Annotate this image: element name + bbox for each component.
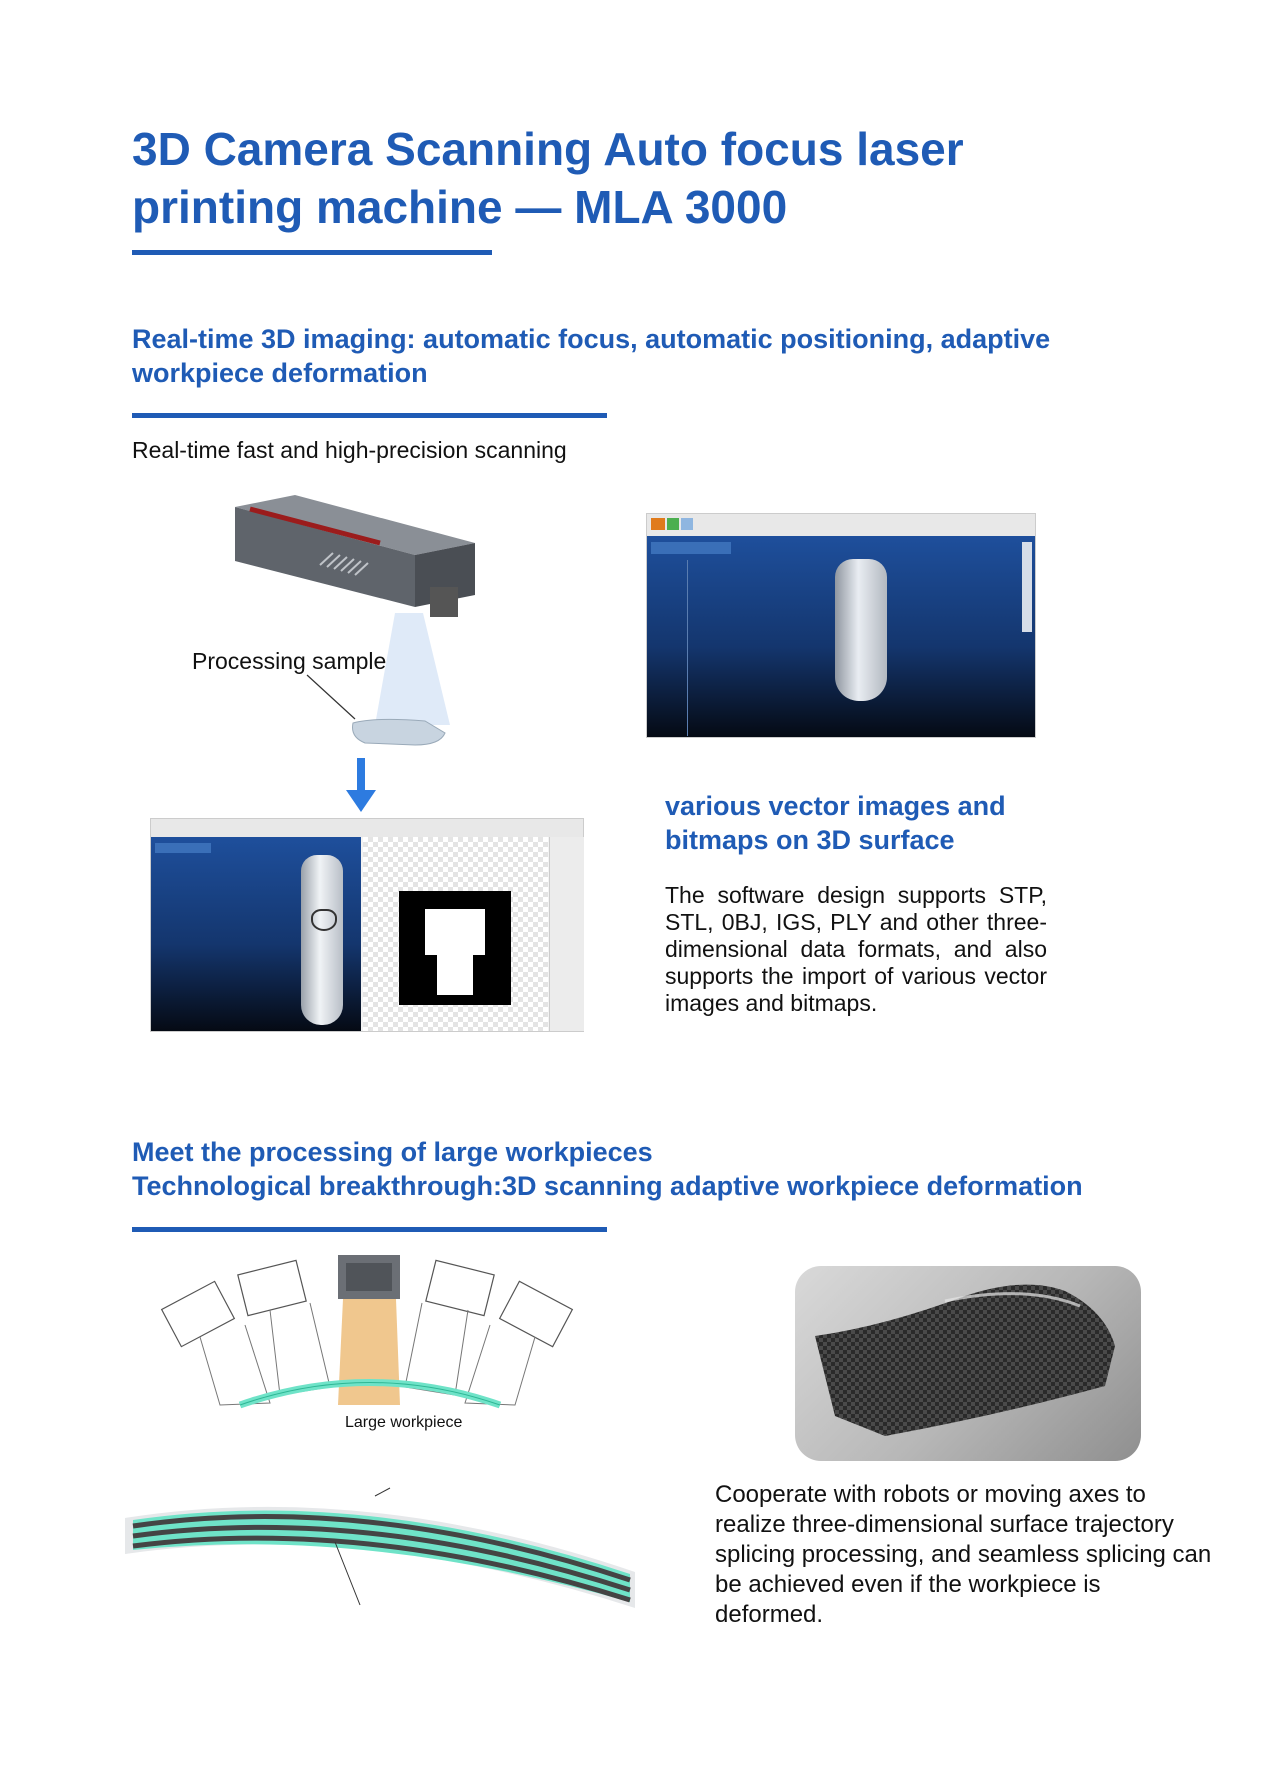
section1-divider	[132, 413, 607, 418]
processing-sample-label: Processing sample	[192, 648, 387, 674]
section2-heading	[132, 1135, 1232, 1203]
section1-heading-line-1: Real-time 3D imaging: automatic focus, automatic positioning, adaptive	[132, 324, 1051, 354]
vector-body: The software design supports STP, STL, 0BJ, IGS, PLY and other three-dimensional data formats, and also supports the import of various vector images and bitmaps.	[665, 882, 1047, 1016]
section1-heading	[132, 322, 1182, 390]
robots-body: Cooperate with robots or moving axes to realize three-dimensional surface trajectory splicing processing, and seamless splicing can be achieved even if the workpiece is deformed.	[715, 1481, 1212, 1628]
section1-subheading: Real-time fast and high-precision scanning	[132, 437, 567, 463]
large-workpiece-label: Large workpiece	[345, 1414, 463, 1431]
page-title	[132, 120, 1132, 236]
scanner-device-icon	[225, 495, 485, 755]
vector-heading-line-2: bitmaps on 3D surface	[665, 825, 955, 855]
vector-heading	[665, 789, 1085, 857]
carbon-part-photo	[795, 1266, 1141, 1461]
page-title-line-2: printing machine — MLA 3000	[132, 181, 788, 233]
software-screenshot-design	[150, 818, 584, 1032]
vector-heading-line-1: various vector images and	[665, 791, 1006, 821]
section2-divider	[132, 1227, 607, 1232]
arrow-down-icon	[346, 758, 376, 812]
section2-heading-line-2: Technological breakthrough:3D scanning adaptive workpiece deformation	[132, 1171, 1083, 1201]
title-divider	[132, 250, 492, 255]
workpiece-render	[115, 1480, 645, 1630]
camera-array-icon	[160, 1255, 580, 1430]
section2-heading-line-1: Meet the processing of large workpieces	[132, 1137, 653, 1167]
software-screenshot-scan	[646, 513, 1036, 738]
page-title-line-1: 3D Camera Scanning Auto focus laser	[132, 123, 964, 175]
section1-heading-line-2: workpiece deformation	[132, 358, 428, 388]
